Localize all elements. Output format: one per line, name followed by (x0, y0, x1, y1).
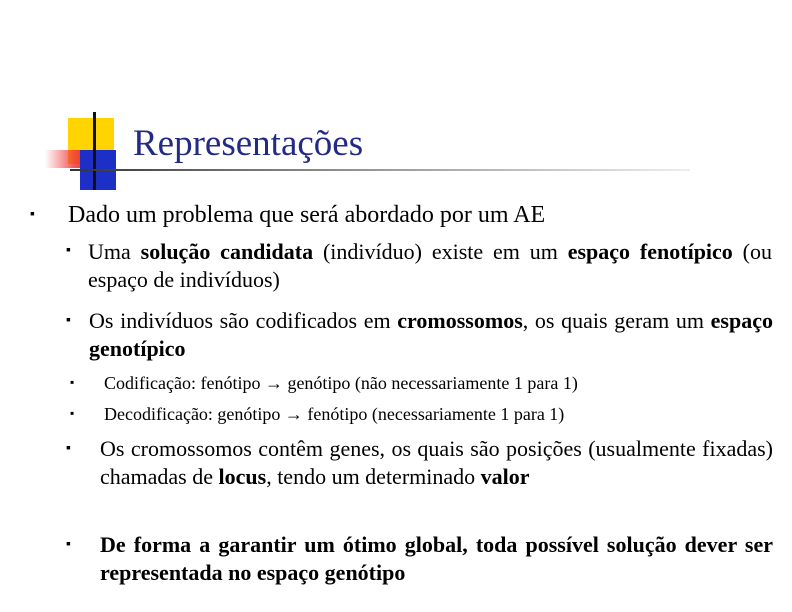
bullet-s3: Os cromossomos contêm genes, os quais são posições (usualmente fixadas) chamadas de locus, tendo um determinado valor (100, 436, 773, 490)
decor-vertical-line (93, 112, 96, 190)
bullet-t2: Decodificação: genótipo → fenótipo (necessariamente 1 para 1) (104, 404, 565, 424)
bullet-icon: ▪ (66, 441, 71, 456)
bullet-s4: De forma a garantir um ótimo global, toda possível solução dever ser representada no espaço genótipo (100, 532, 773, 586)
bullet-icon: ▪ (70, 406, 75, 420)
bullet-icon: ▪ (70, 375, 75, 389)
bullet-l1: Dado um problema que será abordado por um AE (68, 202, 546, 228)
bullet-icon: ▪ (66, 313, 71, 328)
bullet-s2: Os indivíduos são codificados em cromossomos, os quais geram um espaço genotípico (89, 308, 773, 362)
bullet-icon: ▪ (66, 243, 71, 258)
bullet-s1: Uma solução candidata (indivíduo) existe em um espaço fenotípico (ou espaço de indivíduos) (88, 239, 773, 293)
bullet-t1: Codificação: fenótipo → genótipo (não necessariamente 1 para 1) (104, 373, 578, 393)
bullet-icon: ▪ (30, 207, 35, 222)
title-underline (70, 169, 690, 171)
slide-title: Representações (133, 123, 364, 164)
bullet-icon: ▪ (66, 537, 71, 552)
